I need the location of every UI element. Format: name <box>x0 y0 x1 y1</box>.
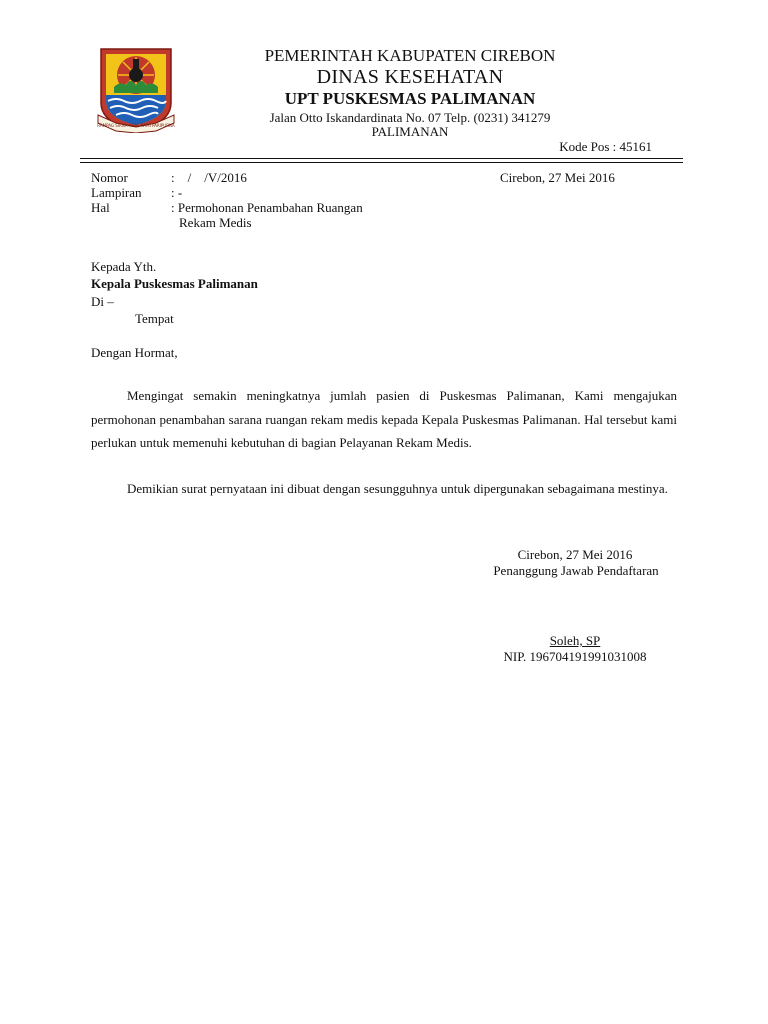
recipient-location: Tempat <box>135 311 174 326</box>
postal-code: Kode Pos : 45161 <box>559 139 652 154</box>
letterhead-government: PEMERINTAH KABUPATEN CIREBON <box>264 46 556 65</box>
lampiran-value: : - <box>171 185 183 200</box>
letterhead-divider-thin <box>80 162 683 163</box>
recipient-greeting: Kepada Yth. <box>91 259 157 274</box>
signature-position: Penanggung Jawab Pendaftaran <box>493 563 659 578</box>
hal-value-continued: Rekam Medis <box>179 215 252 230</box>
hal-value: : Permohonan Penambahan Ruangan <box>171 200 363 215</box>
signature-nip: NIP. 196704191991031008 <box>503 649 647 664</box>
signature-date: Cirebon, 27 Mei 2016 <box>517 547 633 562</box>
logo-motto: RAMPAG SIRNA ASIH, RAMI PARIPURNA <box>97 123 175 128</box>
nomor-value: : / /V/2016 <box>171 170 247 185</box>
salutation: Dengan Hormat, <box>91 345 178 360</box>
lampiran-label: Lampiran <box>91 185 142 200</box>
letter-date: Cirebon, 27 Mei 2016 <box>500 170 615 185</box>
body-paragraph-2: Demikian surat pernyataan ini dibuat dengan sesungguhnya untuk dipergunakan sebagaimana mestinya. <box>127 481 668 496</box>
nomor-label: Nomor <box>91 170 128 185</box>
signature-name <box>468 633 682 649</box>
recipient-name: Kepala Puskesmas Palimanan <box>91 276 258 291</box>
letterhead-city: PALIMANAN <box>371 124 449 139</box>
letterhead-divider-thick <box>80 158 683 159</box>
body-paragraph-1: Mengingat semakin meningkatnya jumlah pasien di Puskesmas Palimanan, Kami mengajukan permohonan penambahan sarana ruangan rekam medis kepada Kepala Puskesmas Palimanan. Hal tersebut kami perlukan untuk memenuhi kebutuhan di bagian Pelayanan Rekam Medis. <box>91 388 677 450</box>
letterhead-department: DINAS KESEHATAN <box>316 66 504 88</box>
letterhead-address: Jalan Otto Iskandardinata No. 07 Telp. (0231) 341279 <box>269 110 551 125</box>
letterhead-institution: UPT PUSKESMAS PALIMANAN <box>284 89 536 108</box>
recipient-location-prefix: Di – <box>91 294 114 309</box>
hal-label: Hal <box>91 200 110 215</box>
signature-name-text: Soleh, SP <box>549 633 601 648</box>
regency-logo <box>96 45 176 133</box>
cirebon-regency-emblem-icon <box>96 45 176 133</box>
